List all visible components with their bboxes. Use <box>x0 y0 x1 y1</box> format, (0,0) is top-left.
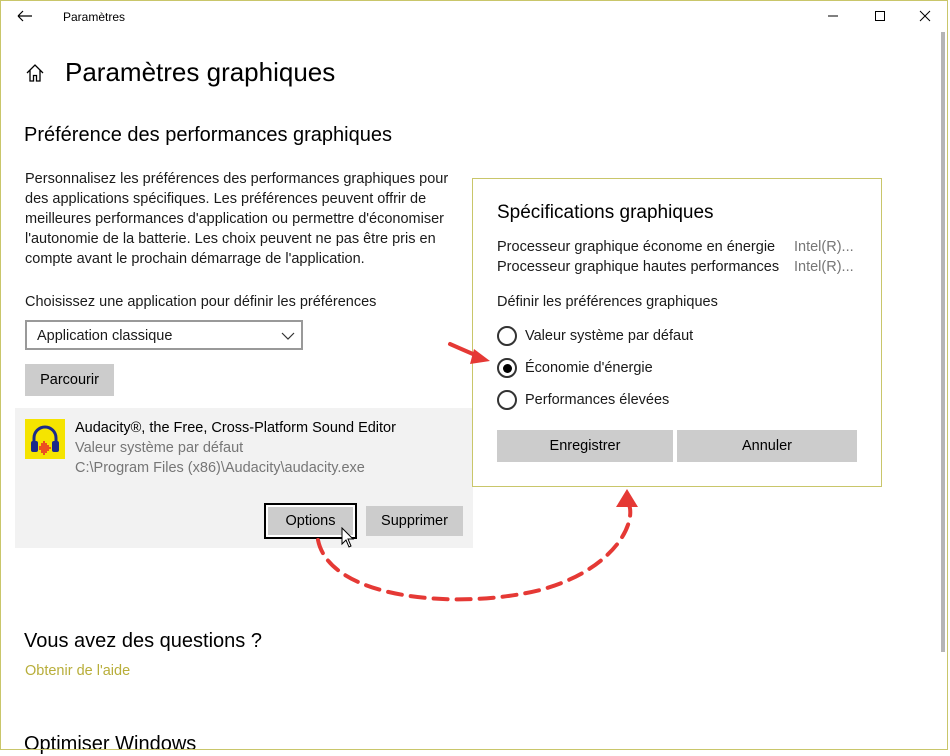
save-button[interactable]: Enregistrer <box>497 430 673 462</box>
pref-title: Définir les préférences graphiques <box>497 294 718 310</box>
app-preference: Valeur système par défaut <box>75 440 244 456</box>
popup-title: Spécifications graphiques <box>497 202 714 223</box>
page-title: Paramètres graphiques <box>65 57 336 87</box>
dashed-arrow-options-to-popup <box>318 489 638 599</box>
radio-label: Économie d'énergie <box>525 360 653 376</box>
questions-title: Vous avez des questions ? <box>24 630 262 652</box>
window-title: Paramètres <box>63 10 126 24</box>
description-line: meilleures performances d'application ou permettre d'économiser <box>25 211 444 227</box>
app-name: Audacity®, the Free, Cross-Platform Sound Editor <box>75 420 396 436</box>
app-path: C:\Program Files (x86)\Audacity\audacity.exe <box>75 460 365 476</box>
description-line: compte avant le prochain démarrage de l'application. <box>25 251 365 267</box>
radio-label: Valeur système par défaut <box>525 328 694 344</box>
arrow-to-radio <box>450 344 490 364</box>
spec-label: Processeur graphique hautes performances <box>497 259 780 275</box>
cancel-button[interactable]: Annuler <box>677 430 857 462</box>
remove-button[interactable]: Supprimer <box>366 506 463 536</box>
spec-value: Intel(R)... <box>794 239 854 255</box>
section-title: Préférence des performances graphiques <box>24 124 392 146</box>
spec-label: Processeur graphique économe en énergie <box>497 239 776 255</box>
radio-label: Performances élevées <box>525 392 670 408</box>
description-line: des applications spécifiques. Les préférences peuvent offrir de <box>25 191 427 207</box>
optimize-title: Optimiser Windows <box>24 733 197 755</box>
description-line: l'autonomie de la batterie. Les choix peuvent ne pas être pris en <box>25 231 436 247</box>
app-type-selected: Application classique <box>37 328 173 344</box>
options-button[interactable]: Options <box>264 503 357 539</box>
spec-value: Intel(R)... <box>794 259 854 275</box>
help-link[interactable]: Obtenir de l'aide <box>25 663 131 679</box>
choose-app-label: Choisissez une application pour définir les préférences <box>25 294 377 310</box>
description-line: Personnalisez les préférences des performances graphiques pour <box>25 171 449 187</box>
browse-button[interactable]: Parcourir <box>25 364 114 396</box>
